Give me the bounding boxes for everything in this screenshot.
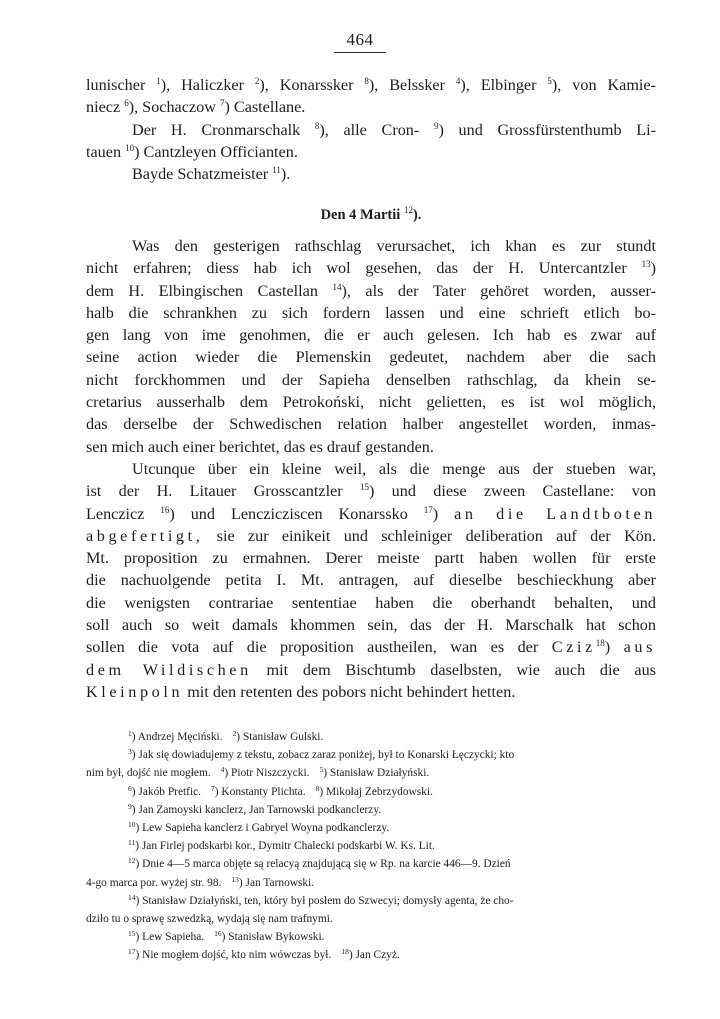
footnote-line: $^{15}$) Lew Sapieha. $^{16}$) Stanisław Bykowski. xyxy=(128,929,325,944)
footnote-line: $^{12}$) Dnie 4—5 marca objęte są relacyą znajdującą się w Rp. na karcie 446—9. Dzień xyxy=(128,856,511,871)
text-line: niecz $^6$), Sochaczow $^7$) Castellane. xyxy=(86,98,306,117)
text-line: Der H. Cronmarschalk $^8$), alle Cron- $^9$) und Grossfürstenthumb Li- xyxy=(132,120,656,139)
text-line: halb die schrankhen zu sich fordern lassen und eine schrieft etlich bo- xyxy=(86,303,656,322)
text-line: das derselbe der Schwedischen relation halber angestellet worden, inmas- xyxy=(86,415,656,434)
footnotes xyxy=(86,728,656,964)
footnote-ref: 18 xyxy=(595,638,605,649)
text-line: nicht erfahren; diess hab ich wol gesehen, das der H. Untercantzler $^{13}$) xyxy=(86,259,656,278)
footnote-line: nim był, dojść nie mogłem. $^4$) Piotr Niszczycki. $^5$) Stanisław Działyński. xyxy=(86,765,430,780)
footnote-ref: 9 xyxy=(433,120,439,131)
text-line: Was den gesterigen rathschlag verursachet, ich khan es zur stundt xyxy=(132,237,656,255)
text-line: seine action wieder die Plemenskin gedeutet, nachdem aber die sach xyxy=(86,348,656,367)
footnote-line: $^{14}$) Stanisław Działyński, ten, który był posłem do Szwecyi; domysły agenta, że cho- xyxy=(128,892,514,907)
text-line: gen lang von ime genohmen, die er auch gelesen. Ich hab es zwar auf xyxy=(86,326,656,345)
text-line: sollen die vota auf die proposition austheilen, wan es der Cziz$^{18}$) aus xyxy=(86,638,657,657)
spaced-emphasis: an die Landtboten xyxy=(454,504,657,523)
text-line: Bayde Schatzmeister $^{11}$). xyxy=(132,165,291,184)
text-line: ist der H. Litauer Grosscantzler $^{15}$) und diese zween Castellane: von xyxy=(86,482,656,501)
footnote-line: dziło tu o sprawę szwedzką, wydają się nam trafnymi. xyxy=(86,912,333,925)
footnote-ref: 13 xyxy=(641,259,651,270)
main-text-block xyxy=(86,235,656,703)
text-line: Utcunque über ein kleine weil, als die menge aus der stueben war, xyxy=(132,459,656,478)
spaced-emphasis: dem Wildischen xyxy=(86,660,252,679)
footnote-line: $^{17}$) Nie mogłem dojść, kto nim wówczas był. $^{18}$) Jan Czyż. xyxy=(128,947,400,962)
top-text-block xyxy=(86,74,656,185)
footnote-ref: 7 xyxy=(219,98,225,109)
footnote-ref: 16 xyxy=(160,504,170,515)
spaced-emphasis: aus xyxy=(623,638,657,657)
page-number: 464 xyxy=(346,30,374,49)
text-line: Kleinpoln mit den retenten des pobors nicht behindert hetten. xyxy=(86,682,516,701)
spaced-emphasis: abgefertigt, xyxy=(86,526,204,545)
text-line: dem H. Elbingischen Castellan $^{14}$), als der Tater gehöret worden, ausser- xyxy=(86,281,656,300)
spaced-emphasis: Kleinpoln xyxy=(86,682,184,701)
footnote-ref: 8 xyxy=(314,120,320,131)
footnote-ref: 10 xyxy=(125,142,135,153)
footnote-line: $^{11}$) Jan Firlej podskarbi kor., Dymitr Chalecki podskarbi W. Ks. Lit. xyxy=(128,838,435,853)
text-line: Mt. proposition zu ermahnen. Derer meiste partt haben wollen für erste xyxy=(86,549,656,568)
text-line: sen mich auch einer berichtet, das es drauf gestanden. xyxy=(86,437,434,456)
footnote-ref: 5 xyxy=(547,76,552,86)
footnote-ref: 1 xyxy=(156,76,161,86)
text-line: die wenigsten contrariae sententiae haben die oberhandt behalten, und xyxy=(86,593,656,612)
footnote-ref: 14 xyxy=(332,281,342,292)
footnote-line: $^{10}$) Lew Sapieha kanclerz i Gabryel Woyna podkanclerzy. xyxy=(128,819,390,834)
footnote-ref: 8 xyxy=(364,76,369,86)
text-line: tauen $^{10}$) Cantzleyen Officianten. xyxy=(86,142,298,161)
footnote-line: 4-go marca por. wyżej str. 98. $^{13}$) Jan Tarnowski. xyxy=(86,874,315,889)
text-line: die nachuolgende petita I. Mt. antragen, auf dieselbe beschieckhung aber xyxy=(86,571,656,590)
section-heading: Den 4 Martii $^{12}$). xyxy=(320,205,422,223)
footnote-ref: 12 xyxy=(403,205,413,215)
text-line: abgefertigt, sie zur einikeit und schleiniger deliberation auf der Kön. xyxy=(86,526,656,545)
text-line: cretarius ausserhalb dem Petrokoński, nicht gelietten, es ist wol möglich, xyxy=(86,393,656,412)
footnote-ref: 11 xyxy=(272,165,281,176)
footnote-ref: 4 xyxy=(455,76,461,86)
footnote-ref: 2 xyxy=(254,76,260,86)
text-line: lunischer $^1$), Haliczker $^2$), Konarssker $^8$), Belssker $^4$), Elbinger $^5$), von Kamie- xyxy=(86,76,656,94)
spaced-emphasis: Cziz xyxy=(551,638,596,657)
page-number-rule xyxy=(334,52,386,53)
footnote-line: $^9$) Jan Zamoyski kanclerz, Jan Tarnowski podkanclerzy. xyxy=(128,801,382,816)
text-line: nicht forckhommen und der Sapieha denselben rathschlag, da khein se- xyxy=(86,370,656,389)
footnote-ref: 6 xyxy=(124,98,129,109)
text-line: dem Wildischen mit dem Bischtumb daselbsten, wie auch die aus xyxy=(86,660,656,679)
footnote-line: $^1$) Andrzej Męciński. $^2$) Stanisław Gulski. xyxy=(128,729,324,743)
footnote-ref: 17 xyxy=(423,504,433,515)
text-line: Lenczicz $^{16}$) und Lenczicziscen Konarssko $^{17}$) an die Landtboten xyxy=(86,504,657,523)
footnote-ref: 15 xyxy=(359,482,369,493)
footnote-line: $^3$) Jak się dowiadujemy z tekstu, zobacz zaraz poniżej, był to Konarski Łęczycki; kto xyxy=(128,747,515,762)
footnote-line: $^6$) Jakób Pretfic. $^7$) Konstanty Plichta. $^8$) Mikołaj Zebrzydowski. xyxy=(128,783,433,798)
text-line: soll auch so weit damals khommen sein, das der H. Marschalk hat schon xyxy=(86,616,656,635)
